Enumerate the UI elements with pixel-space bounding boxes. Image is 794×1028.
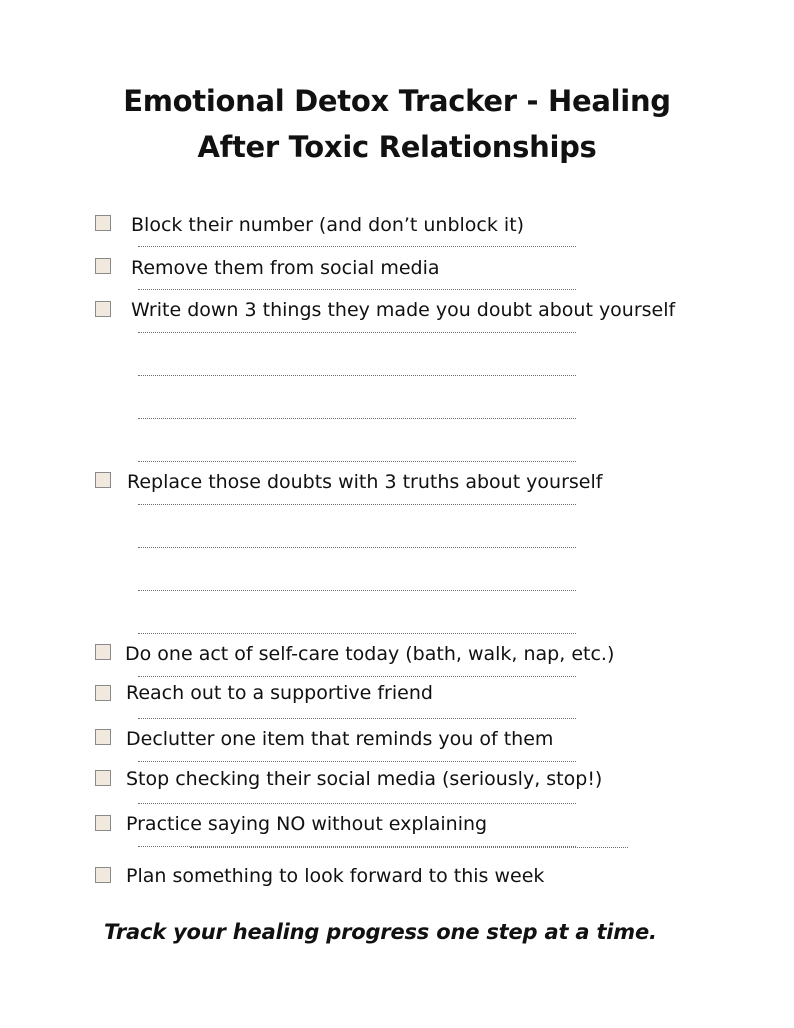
writing-line[interactable]: [138, 375, 576, 376]
item-label-block-number: Block their number (and don’t unblock it): [131, 214, 525, 236]
item-label-saying-no: Practice saying NO without explaining: [126, 813, 488, 835]
item-label-self-care: Do one act of self-care today (bath, walk, nap, etc.): [125, 643, 615, 665]
writing-line[interactable]: [138, 590, 576, 591]
item-label-write-doubts: Write down 3 things they made you doubt about yourself: [131, 299, 676, 321]
writing-line[interactable]: [138, 418, 576, 419]
item-label-stop-checking: Stop checking their social media (seriously, stop!): [126, 768, 603, 790]
item-label-remove-social-media: Remove them from social media: [131, 257, 440, 279]
writing-line[interactable]: [138, 547, 576, 548]
writing-line[interactable]: [138, 633, 576, 634]
item-label-supportive-friend: Reach out to a supportive friend: [126, 682, 433, 704]
checkbox-self-care[interactable]: [95, 644, 111, 660]
item-label-plan-something: Plan something to look forward to this week: [126, 865, 545, 887]
writing-line[interactable]: [138, 761, 576, 762]
checkbox-saying-no[interactable]: [95, 815, 111, 831]
page-title-line-1: Emotional Detox Tracker - Healing: [123, 84, 671, 118]
checkbox-declutter[interactable]: [95, 729, 111, 745]
page-title-line-2: After Toxic Relationships: [197, 130, 597, 164]
writing-line[interactable]: [138, 289, 576, 290]
writing-line[interactable]: [138, 504, 576, 505]
checkbox-remove-social-media[interactable]: [95, 258, 111, 274]
checkbox-block-number[interactable]: [95, 215, 111, 231]
footer-tagline: Track your healing progress one step at a time.: [104, 920, 657, 944]
checkbox-stop-checking[interactable]: [95, 770, 111, 786]
item-label-declutter: Declutter one item that reminds you of them: [126, 728, 554, 750]
writing-line[interactable]: [138, 803, 576, 804]
checkbox-plan-something[interactable]: [95, 867, 111, 883]
checkbox-supportive-friend[interactable]: [95, 685, 111, 701]
item-label-replace-doubts: Replace those doubts with 3 truths about yourself: [127, 471, 603, 493]
writing-line[interactable]: [138, 246, 576, 247]
writing-line[interactable]: [138, 718, 576, 719]
writing-line[interactable]: [138, 676, 576, 677]
writing-line[interactable]: [190, 847, 628, 848]
writing-line[interactable]: [138, 461, 576, 462]
checkbox-write-doubts[interactable]: [95, 301, 111, 317]
writing-line[interactable]: [138, 332, 576, 333]
checkbox-replace-doubts[interactable]: [95, 472, 111, 488]
